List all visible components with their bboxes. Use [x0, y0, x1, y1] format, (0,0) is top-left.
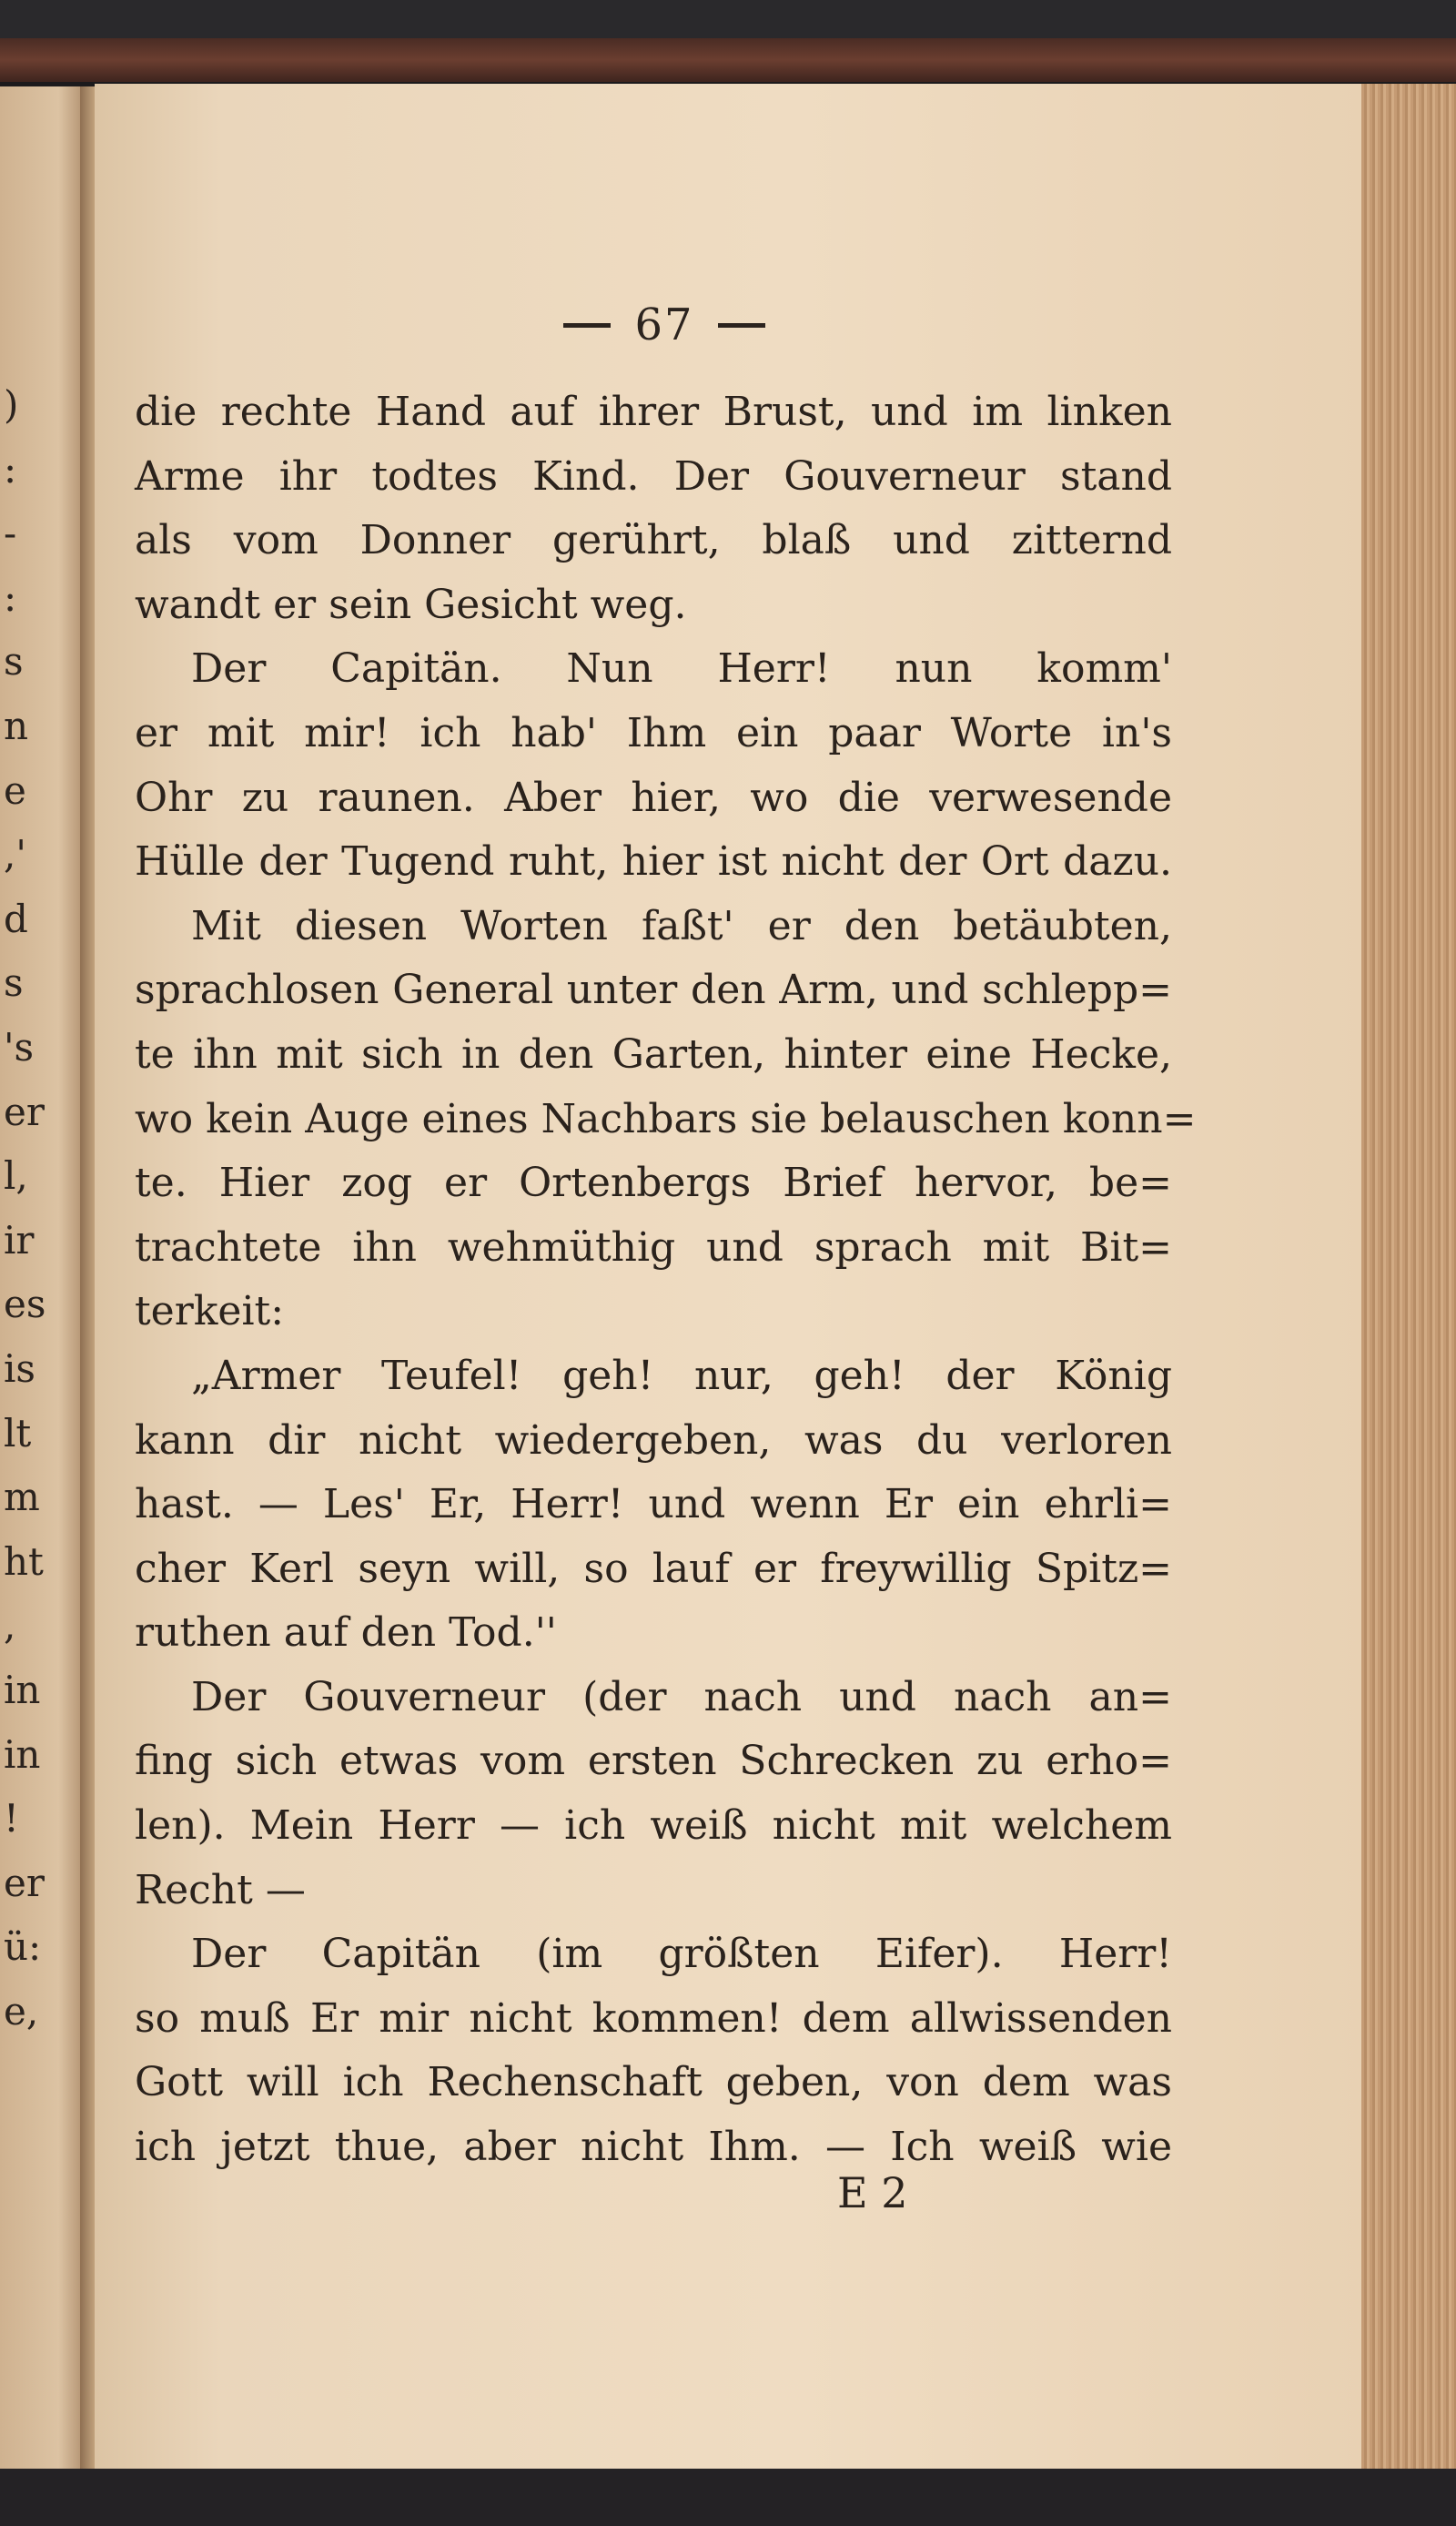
- text-line: „Armer Teufel! geh! nur, geh! der König: [191, 1352, 1172, 1399]
- left-page-fragment: e: [4, 767, 26, 813]
- text-line: Gott will ich Rechenschaft geben, von dem was: [135, 2059, 1172, 2106]
- text-line: Ohr zu raunen. Aber hier, wo die verwesende: [135, 774, 1172, 821]
- left-page-fragment: 's: [4, 1025, 35, 1070]
- text-line: Der Gouverneur (der nach und nach an=: [191, 1673, 1172, 1720]
- text-line: so muß Er mir nicht kommen! dem allwissenden: [135, 1994, 1172, 2042]
- text-line: len). Mein Herr — ich weiß nicht mit welchem: [135, 1802, 1172, 1850]
- text-line: die rechte Hand auf ihrer Brust, und im linken: [135, 389, 1172, 435]
- text-line: trachtete ihn wehmüthig und sprach mit Bit=: [135, 1223, 1172, 1271]
- scan-background-bottom: [0, 2469, 1456, 2526]
- left-page-fragment: ,: [4, 1603, 16, 1648]
- text-line: wandt er sein Gesicht weg.: [135, 581, 687, 628]
- page-body-text: [135, 380, 1197, 2180]
- text-line: Der Capitän (im größten Eifer). Herr!: [191, 1931, 1172, 1978]
- text-line: sprachlosen General unter den Arm, und schlepp=: [135, 967, 1172, 1014]
- left-page-fragment: in: [4, 1731, 41, 1777]
- left-page-fragment: ir: [4, 1217, 35, 1263]
- header-dash-left: [563, 323, 611, 328]
- left-page-fragment: d: [4, 896, 28, 941]
- left-page-fragment: l,: [4, 1153, 28, 1199]
- page-fore-edge: [1361, 84, 1456, 2471]
- left-page-fragment: :: [4, 446, 17, 492]
- text-line: kann dir nicht wiedergeben, was du verloren: [135, 1416, 1172, 1464]
- left-page-fragment: ü:: [4, 1924, 42, 1970]
- left-page-fragment: e,: [4, 1989, 39, 2034]
- left-page-fragment: in: [4, 1668, 41, 1712]
- left-page-fragment: er: [4, 1860, 45, 1905]
- left-page-fragment: is: [4, 1346, 35, 1391]
- left-page-fragment: lt: [4, 1410, 32, 1456]
- left-page-fragment: -: [4, 511, 17, 556]
- left-page-fragment: er: [4, 1089, 45, 1134]
- left-page-fragment: ht: [4, 1538, 44, 1584]
- text-line: Arme ihr todtes Kind. Der Gouverneur stand: [135, 452, 1172, 500]
- text-line: terkeit:: [135, 1288, 285, 1335]
- page-number: 67: [634, 299, 694, 350]
- text-line: fing sich etwas vom ersten Schrecken zu erho=: [135, 1738, 1172, 1785]
- left-page-fragment: s: [4, 639, 24, 685]
- left-page-fragment: n: [4, 704, 29, 748]
- text-line: cher Kerl seyn will, so lauf er freywillig Spitz=: [135, 1545, 1172, 1592]
- left-page-fragment: s: [4, 960, 24, 1006]
- text-line: ich jetzt thue, aber nicht Ihm. — Ich weiß wie: [135, 2124, 1172, 2171]
- text-line: Der Capitän. Nun Herr! nun komm': [191, 645, 1172, 693]
- left-page-fragment: es: [4, 1282, 46, 1327]
- text-line: Hülle der Tugend ruht, hier ist nicht der Ort dazu.: [135, 838, 1172, 886]
- left-page-fragment: !: [4, 1796, 19, 1841]
- text-line: Recht —: [135, 1866, 306, 1913]
- left-page-fragment: :: [4, 574, 17, 620]
- header-dash-right: [718, 323, 765, 328]
- signature-mark: E 2: [837, 2168, 908, 2217]
- left-page-fragment: ): [4, 382, 19, 427]
- book-cover-edge: [0, 38, 1456, 82]
- text-line: hast. — Les' Er, Herr! und wenn Er ein ehrli=: [135, 1481, 1172, 1528]
- text-line: te ihn mit sich in den Garten, hinter eine Hecke,: [135, 1030, 1172, 1078]
- text-line: als vom Donner gerührt, blaß und zitternd: [135, 517, 1172, 564]
- text-line: Mit diesen Worten faßt' er den betäubten,: [191, 902, 1172, 949]
- text-line: te. Hier zog er Ortenbergs Brief hervor, be=: [135, 1160, 1172, 1207]
- text-line: wo kein Auge eines Nachbars sie belauschen konn=: [135, 1095, 1197, 1142]
- text-line: er mit mir! ich hab' Ihm ein paar Worte in's: [135, 709, 1172, 756]
- left-page-text-fragments: [0, 0, 82, 2526]
- left-page-fragment: m: [4, 1475, 40, 1520]
- left-page-fragment: ,': [4, 832, 26, 878]
- text-line: ruthen auf den Tod.'': [135, 1609, 557, 1657]
- page-header: [510, 293, 819, 357]
